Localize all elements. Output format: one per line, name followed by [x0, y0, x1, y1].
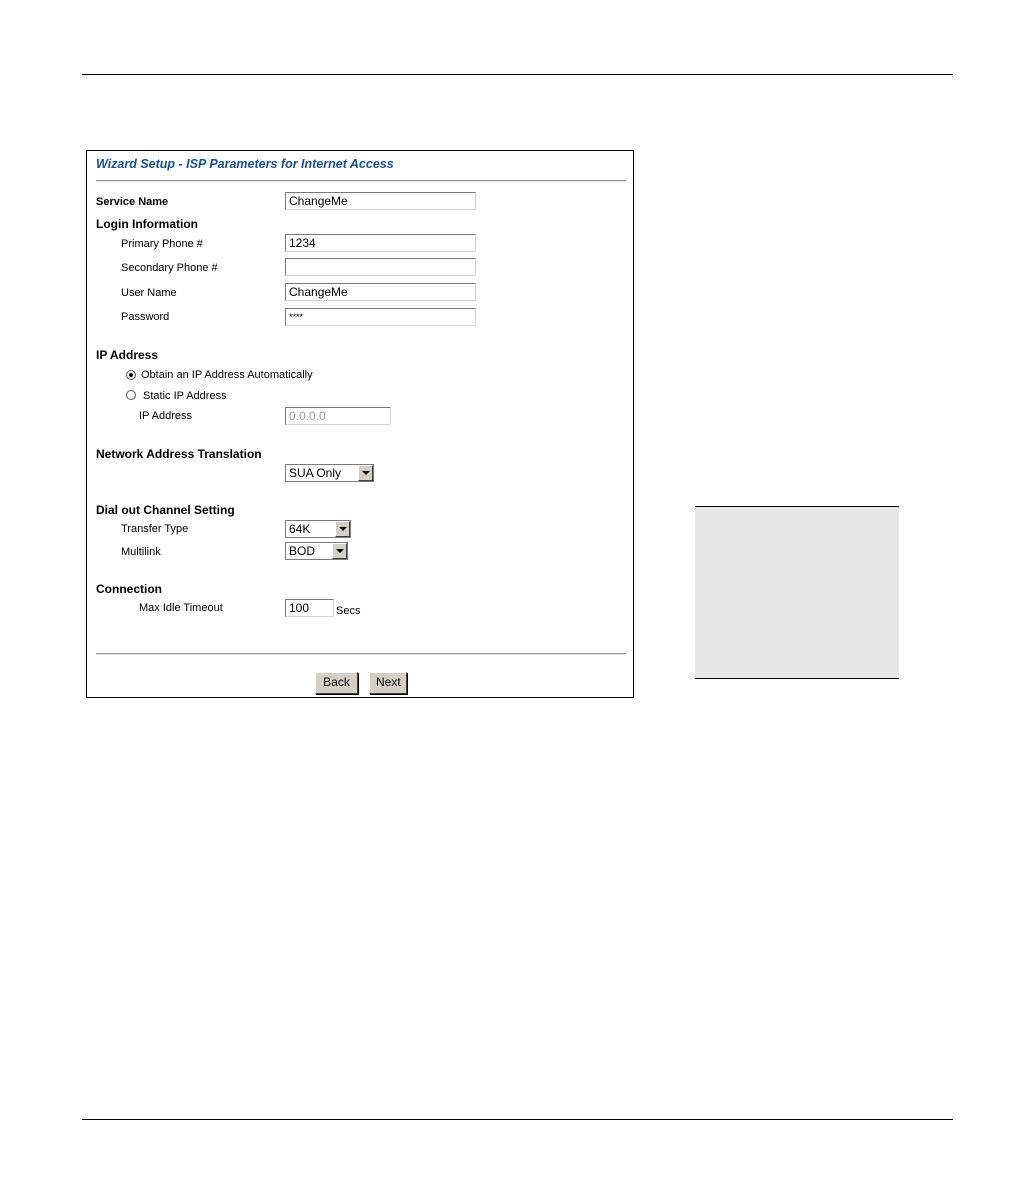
multilink-value: BOD: [289, 544, 316, 558]
user-name-input[interactable]: [285, 283, 476, 301]
footer-rule: [82, 1119, 953, 1120]
nat-select-value: SUA Only: [289, 466, 342, 480]
static-ip-label: IP Address: [139, 410, 192, 422]
nat-heading: Network Address Translation: [96, 447, 262, 461]
title-divider: [96, 180, 626, 182]
login-info-heading: Login Information: [96, 217, 198, 231]
password-input[interactable]: [285, 308, 476, 326]
wizard-title: Wizard Setup - ISP Parameters for Internet Access: [96, 157, 394, 171]
chevron-down-icon: [332, 543, 347, 559]
next-button[interactable]: Next: [369, 672, 407, 694]
note-box: [695, 506, 899, 679]
ip-auto-label: Obtain an IP Address Automatically: [141, 369, 313, 381]
back-button[interactable]: Back: [315, 672, 358, 694]
service-name-input[interactable]: [285, 192, 476, 210]
secondary-phone-input[interactable]: [285, 258, 476, 276]
service-name-label: Service Name: [96, 196, 169, 208]
multilink-select[interactable]: [285, 542, 348, 560]
chevron-down-icon: [335, 521, 350, 537]
password-label: Password: [121, 311, 170, 323]
ip-auto-radio[interactable]: [126, 370, 136, 380]
dial-out-heading: Dial out Channel Setting: [96, 503, 235, 517]
ip-address-heading: IP Address: [96, 348, 159, 362]
transfer-type-value: 64K: [289, 522, 311, 536]
transfer-type-select[interactable]: [285, 520, 351, 538]
wizard-panel: [86, 150, 634, 698]
connection-heading: Connection: [96, 582, 162, 596]
chevron-down-icon: [358, 465, 373, 481]
primary-phone-label: Primary Phone #: [121, 238, 203, 250]
max-idle-input[interactable]: [285, 599, 334, 617]
primary-phone-input[interactable]: [285, 234, 476, 252]
max-idle-label: Max Idle Timeout: [139, 602, 223, 614]
transfer-type-label: Transfer Type: [121, 523, 189, 535]
ip-static-radio[interactable]: [126, 390, 136, 400]
max-idle-unit: Secs: [336, 605, 361, 617]
static-ip-input[interactable]: [285, 407, 391, 425]
ip-static-label: Static IP Address: [143, 390, 227, 402]
user-name-label: User Name: [121, 287, 177, 299]
header-rule: [82, 74, 953, 75]
multilink-label: Multilink: [121, 546, 161, 558]
button-divider: [96, 653, 626, 655]
secondary-phone-label: Secondary Phone #: [121, 262, 218, 274]
nat-select[interactable]: [285, 464, 374, 482]
